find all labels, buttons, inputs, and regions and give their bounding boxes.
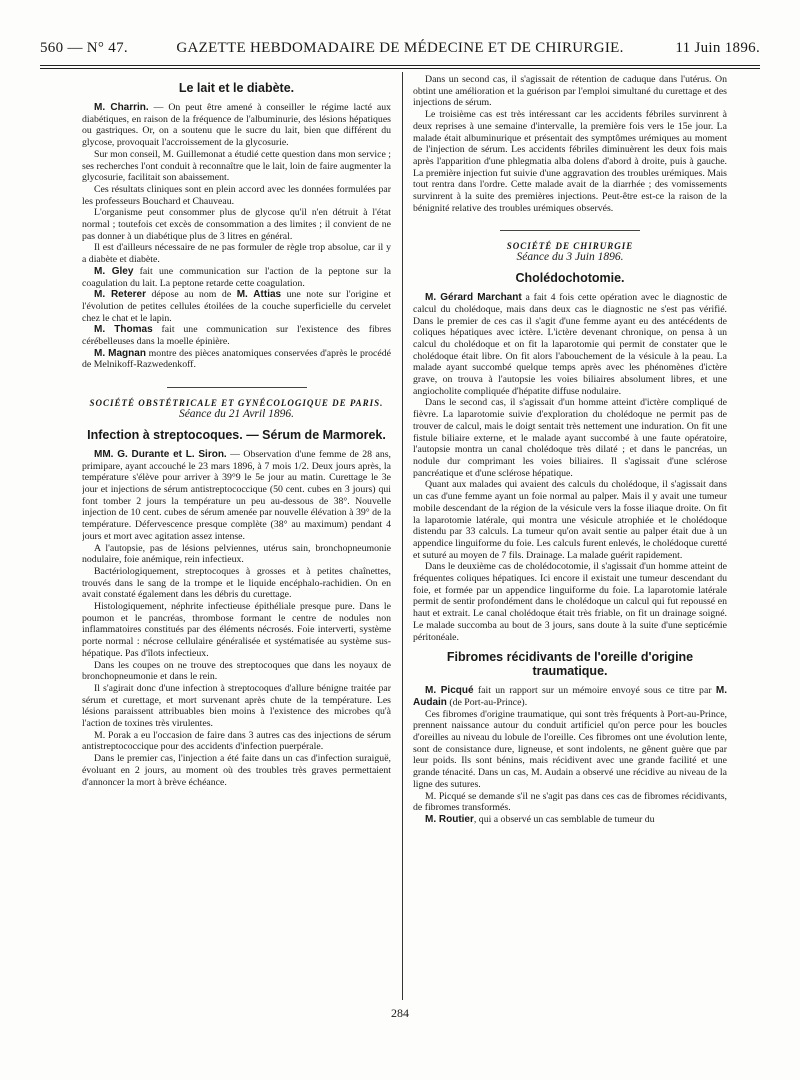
paragraph — [413, 292, 727, 397]
speaker-name: M. Magnan — [94, 347, 146, 359]
speaker-name: M. Gérard Marchant — [425, 292, 522, 304]
paragraph-text: a fait 4 fois cette opération avec le diagnostic de calcul du cholédoque, mais dans deux cas le diagnostic ne s'est pas vérifié. Dans le premier de ces cas il s'agit d'une femme ayant eu des antécédents de coliques hépatiques avec ictère. L'ictère devenant chronique, on pensa à un calcul du cholédoque et on fit la laparotomie qui permit de constater que le cholédoque était libre. On fit alors l'abouchement de la vésicule à la peau. La malade ayant succombé quelque temps après avec les phénomènes d'ictère grave, on trouva à l'autopsie les voies biliaires absolument libres, et une angiocholite compliquée d'hépatite diffuse nodulaire. — [413, 292, 727, 397]
paragraph: M. Picqué se demande s'il ne s'agit pas dans ces cas de fibromes récidivants, de fibromes transformés. — [413, 790, 727, 814]
paragraph — [82, 449, 391, 543]
page-number: 560 — N° 47. — [40, 40, 128, 56]
paragraph — [82, 266, 391, 289]
folio-number: 284 — [391, 1006, 409, 1020]
paragraph: Dans le deuxième cas de cholédocotomie, il s'agissait d'un homme atteint de fréquentes coliques hépatiques. Ici encore il existait une tumeur descendant du foie, et formée par un appendice linguiforme du foie. La laparotomie latérale permit de sentir profondément dans le cholédoque un calcul qui fut repoussé en haut et extrait. Le canal cholédoque était très friable, on fit un drainage soigné. Le malade succomba au bout de 3 jours, sans doute à la suite d'une septicémie péritonéale. — [413, 561, 727, 643]
section-title-chole: Cholédochotomie. — [515, 271, 625, 286]
session-date: Séance du 3 Juin 1896. — [516, 251, 624, 264]
speaker-name: M. Audain — [413, 685, 727, 708]
section-separator — [500, 230, 640, 231]
paragraph: M. Porak a eu l'occasion de faire dans 3 autres cas des injections de sérum antistreptococcique pour des accidents d'infection puerpérale. — [82, 729, 391, 753]
paragraph: Il s'agirait donc d'une infection à streptocoques d'allure bénigne traitée par sérum et curettage, et mort survenant après chute de la température. Les lésions paraissent attribuables bien moins à l'existence des microbes qu'à l'action de toxines très virulentes. — [82, 682, 391, 730]
society-heading: SOCIÉTÉ OBSTÉTRICALE ET GYNÉCOLOGIQUE DE PARIS. — [89, 398, 384, 409]
speaker-name: M. Attias — [236, 289, 282, 301]
speaker-name: M. Reterer — [94, 289, 146, 301]
paragraph-text: montre des pièces anatomiques conservées d'après le procédé de Melnikoff-Razwedenkoff. — [82, 347, 391, 371]
left-column — [82, 74, 391, 1002]
paragraph — [82, 348, 391, 371]
paragraph: Le troisième cas est très intéressant car les accidents fébriles survinrent à deux reprises à une semaine d'intervalle, la première fois vers le 15e jour. La malade était albuminurique et présentait des symptômes urémiques au moment de l'injection de sérum. Les accidents fébriles diminuèrent les deux fois mais après l'apparition d'une phlegmatia alba dolens d'abord à droite, puis à gauche. La première injection fut suivie d'une aggravation des troubles urémiques. Mais tout rentra dans l'ordre. Cette malade avait de la diarrhée ; des vomissements survinrent à la suite des premières injections. Peut-être est-ce la raison de la bénignité relative des troubles urémiques observés. — [413, 109, 727, 214]
paragraph: L'organisme peut consommer plus de glycose qu'il n'en détruit à l'état normal ; toutefois cet excès de consommation a des limites ; il convient de ne pas donner à un diabétique plus de 3 litres en général. — [82, 207, 391, 242]
paragraph: Dans le premier cas, l'injection a été faite dans un cas d'infection suraiguë, évoluant en 2 jours, au moment où des troubles très graves permettaient d'annoncer la mort à brève échéance. — [82, 753, 391, 788]
paragraph — [82, 324, 391, 347]
section-title-lait: Le lait et le diabète. — [178, 81, 295, 95]
section-title-strepto: Infection à streptocoques. — Sérum de Marmorek. — [87, 427, 386, 442]
speaker-name: M. Picqué — [425, 685, 474, 697]
section-separator — [167, 387, 307, 388]
session-date: Séance du 21 Avril 1896. — [178, 408, 295, 421]
column-divider — [402, 72, 403, 1000]
paragraph: Dans un second cas, il s'agissait de rétention de caduque dans l'utérus. On obtint une amélioration et la guérison par l'emploi simultané du curettage et des injections de sérum. — [413, 74, 727, 109]
paragraph-text: — Observation d'une femme de 28 ans, primipare, ayant accouché le 23 mars 1896, à 7 mois 1/2. Deux jours après, la température s'élève pour arriver à 39°9 le 5e jour au matin. Curettage le 3e jour et injections de sérum antistreptococcique (50 cent. cubes en 3 jours) qui font tomber 2 jours la température un peu au-dessous de 38°. Nouvelle injection de 10 cent. cubes de sérum amenée par nouvelle élévation à 39° de la température. Défervescence presque complète (38° au maximum) pendant 4 jours et mort avec agitation assez intense. — [82, 448, 391, 542]
speaker-name: M. Charrin. — [94, 102, 149, 113]
paragraph: Ces fibromes d'origine traumatique, qui sont très fréquents à Port-au-Prince, prennent naissance autour du conduit artificiel qu'on perce pour les boucles d'oreilles au niveau du lobule de l'oreille. Ces fibromes ont une évolution lente, sont de consistance dure, ligneuse, et sont indolents, ne gênent guère que par leur poids. Ils sont bénins, mais récidivent avec une grande facilité et une grande ténacité. Dans un cas, M. Audain a observé une récidive au niveau de la ligne des sutures. — [413, 708, 727, 790]
speaker-name: M. Gley — [94, 265, 134, 277]
paragraph: Ces résultats cliniques sont en plein accord avec les données formulées par les professeurs Bouchard et Chauveau. — [82, 183, 391, 207]
paragraph-text: fait une communication sur l'existence des fibres cérébelleuses dans la moelle épinière. — [82, 324, 391, 348]
paragraph: Dans les coupes on ne trouve des streptocoques que dans les noyaux de bronchopneumonie et dans le rein. — [82, 659, 391, 683]
paragraph — [82, 102, 391, 149]
speaker-name: M. Thomas — [94, 324, 153, 336]
society-heading: SOCIÉTÉ DE CHIRURGIE — [506, 241, 634, 252]
paragraph-text: — On peut être amené à conseiller le régime lacté aux diabétiques, en raison de la fréquence de l'albuminurie, des lésions hépatiques ou gastriques. Or, on a soutenu que le sucre du lait, bien que différent du glycose, provoquait l'accroissement de la glycosurie. — [82, 102, 391, 149]
header-rule-top — [40, 65, 760, 66]
paragraph-text: , qui a observé un cas semblable de tumeur du — [473, 813, 655, 825]
speaker-name: M. Routier — [425, 813, 474, 825]
paragraph-text: fait une communication sur l'action de la peptone sur la coagulation du lait. La peptone retarde cette coagulation. — [82, 265, 391, 289]
paragraph: Dans le second cas, il s'agissait d'un homme atteint d'ictère compliqué de fièvre. La laparotomie suivie d'exploration du cholédoque ne permit pas de trouver de calcul, mais le doigt sentait très nettement une induration. On fit une fistule biliaire externe, et le malade ayant succombé à une faute opératoire, l'autopsie montra un canal cholédoque très dilaté ; et dans le pancréas, un nodule dur comprimant les voies biliaires. Il s'agissait d'une sclérose pancréatique et d'une sclérose hépatique. — [413, 397, 727, 479]
paragraph-text: dépose au nom de — [145, 289, 237, 301]
issue-date: 11 Juin 1896. — [675, 40, 760, 56]
paragraph: A l'autopsie, pas de lésions pelviennes, utérus sain, bronchopneumonie nodulaire, foie anémique, rein infectieux. — [82, 542, 391, 566]
paragraph-text: fait un rapport sur un mémoire envoyé sous ce titre par — [473, 685, 716, 697]
paragraph-text: une note sur l'origine et l'évolution de petites cellules étoilées de la couche superficielle du cervelet chez le chat et le lapin. — [82, 289, 391, 324]
paragraph — [413, 685, 727, 708]
paragraph: Sur mon conseil, M. Guillemonat a étudié cette question dans mon service ; ses recherches l'ont conduit à reconnaître que le lait, loin de faire augmenter la glycosurie, facilitait son abaissement. — [82, 148, 391, 184]
paragraph-text: (de Port-au-Prince). — [446, 696, 528, 708]
paragraph: Quant aux malades qui avaient des calculs du cholédoque, il s'agissait dans un cas d'une femme ayant un foie normal au palper. Mais il y avait une tumeur mobile descendant de la région de la vésicule vers la fosse iliaque droite. On fit la laparotomie latérale, qui montra une vésicule atrophiée et le cholédoque distendu par 33 calculs. La tumeur qu'on avait sentie au palper était due à un appendice linguiforme du foie. Les calculs furent enlevés, le cholédoque curetté et suturé au moyen de 7 fils. Drainage. La malade guérit rapidement. — [413, 479, 727, 561]
speaker-name: MM. G. Durante et L. Siron. — [94, 448, 227, 460]
paragraph: Bactériologiquement, streptocoques à grosses et à petites chaînettes, trouvés dans le sang de la trompe et le liquide encéphalo-rachidien. On en avait constaté également dans les débris du curettage. — [82, 565, 391, 601]
section-title-fibromes: Fibromes récidivants de l'oreille d'origine traumatique. — [446, 650, 694, 679]
paragraph: Histologiquement, néphrite infectieuse épithéliale presque pure. Dans le poumon et le pancréas, thrombose formant le centre de nodules non inflammatoires constitués par des éléments nécrosés. Foie interverti, système porte normal : nécrose cellulaire généralisée et systématisée au système sus-hépatique. Pas d'îlots infectieux. — [82, 601, 391, 659]
right-column — [413, 74, 727, 1002]
paragraph — [82, 289, 391, 324]
running-header — [40, 40, 760, 60]
paragraph — [413, 814, 727, 826]
header-rule-bottom — [40, 68, 760, 69]
journal-title: GAZETTE HEBDOMADAIRE DE MÉDECINE ET DE CHIRURGIE. — [176, 40, 624, 56]
paragraph: Il est d'ailleurs nécessaire de ne pas formuler de règle trop absolue, car il y a diabète et diabète. — [82, 242, 391, 266]
